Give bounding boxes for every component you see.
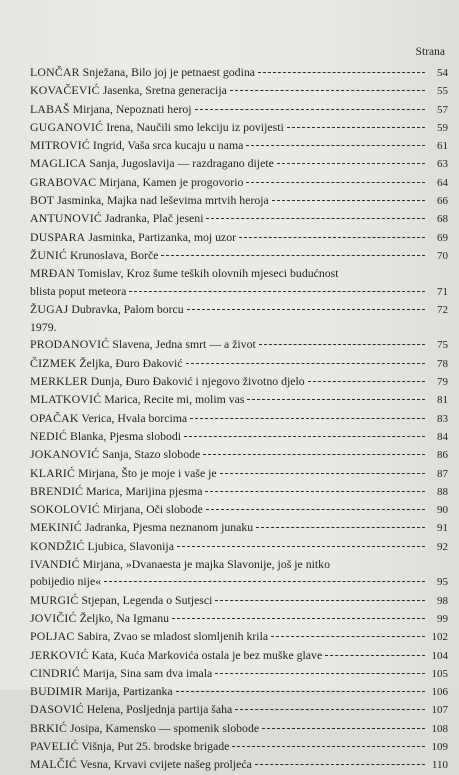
entry-title: Krunoslava, Borče xyxy=(70,247,159,262)
toc-entry xyxy=(30,628,448,646)
entry-title: Tomislav, Kroz šume teških olovnih mjeseci budućnost xyxy=(77,266,339,281)
page-number: 108 xyxy=(431,722,448,735)
toc-entry xyxy=(30,336,448,354)
author-surname: MRĐAN xyxy=(30,266,75,281)
page-number: 81 xyxy=(437,394,448,407)
dash-leader xyxy=(246,182,425,183)
dash-leader xyxy=(271,636,425,637)
page-number: 84 xyxy=(437,430,448,443)
author-surname: NEDIĆ xyxy=(30,428,68,443)
dash-leader xyxy=(232,746,425,747)
toc-entry xyxy=(30,592,448,610)
author-surname: MLATKOVIĆ xyxy=(30,392,102,407)
entry-title: Irena, Naučili smo lekciju iz povijesti xyxy=(106,119,284,134)
toc-entry xyxy=(30,683,448,701)
author-surname: DUSPARA xyxy=(30,229,86,244)
toc-entry xyxy=(30,119,448,137)
entry-title: Mirjana, Što je moje i vaše je xyxy=(78,465,217,480)
toc-entry xyxy=(30,701,448,719)
entry-title: Helena, Posljednja partija šaha xyxy=(86,702,233,717)
author-surname: JERKOVIĆ xyxy=(30,647,89,662)
entry-title: Dubravka, Palom borcu xyxy=(71,301,184,316)
author-surname: MURGIĆ xyxy=(30,592,79,607)
author-surname: LONČAR xyxy=(30,65,80,79)
page-number: 106 xyxy=(431,686,448,699)
page-number: 83 xyxy=(437,412,448,425)
entry-title: Mirjana, Nepoznati heroj xyxy=(72,101,192,116)
page-number: 92 xyxy=(437,540,448,553)
entry-title: Slavena, Jedna smrt — a život xyxy=(112,337,256,352)
entry-title: Josipa, Kamensko — spomenik slobode xyxy=(70,720,260,735)
toc-entry xyxy=(30,501,448,519)
page-number: 95 xyxy=(437,576,448,589)
author-surname: POLJAC xyxy=(30,629,75,644)
entry-title: Marica, Recite mi, molim vas xyxy=(104,392,245,407)
toc-entry xyxy=(30,610,448,628)
dash-leader xyxy=(262,728,425,729)
entry-title: Jasminka, Majka nad leševima mrtvih heroja xyxy=(57,193,269,208)
toc-entry xyxy=(30,174,448,192)
entry-title: Jasminka, Partizanka, moj uzor xyxy=(88,229,237,244)
entry-title: Jasenka, Sretna generacija xyxy=(102,83,227,98)
page-number: 71 xyxy=(437,285,448,298)
entry-title: Željko, Na Igmanu xyxy=(79,610,170,625)
page-number: 61 xyxy=(437,140,448,153)
entry-title: Blanka, Pjesma slobodi xyxy=(70,428,182,443)
toc-entry xyxy=(30,738,448,756)
author-surname: MAGLICA xyxy=(30,156,87,171)
page-number: 88 xyxy=(437,485,448,498)
toc-entry xyxy=(30,210,448,228)
toc-entry xyxy=(30,373,448,391)
page-number: 79 xyxy=(437,376,448,389)
entry-title: Snježana, Bilo joj je petnaest godina xyxy=(82,65,255,79)
entry-title: Marija, Sina sam dva imala xyxy=(82,665,213,680)
author-surname: JOVIČIĆ xyxy=(30,610,77,625)
toc-entry xyxy=(30,465,448,483)
page-number: 69 xyxy=(437,231,448,244)
dash-leader xyxy=(177,546,425,547)
dash-leader xyxy=(277,163,425,164)
dash-leader xyxy=(255,764,425,765)
entry-title: Marica, Marijina pjesma xyxy=(86,483,203,498)
toc-entry xyxy=(30,538,448,556)
entry-title: Ingrid, Vaša srca kucaju u nama xyxy=(92,138,244,153)
author-surname: ŽUNIĆ xyxy=(30,247,68,262)
toc-entry xyxy=(30,720,448,738)
page-number: 110 xyxy=(431,759,448,772)
dash-leader xyxy=(272,200,425,201)
author-surname: GRABOVAC xyxy=(30,174,97,189)
page-number: 104 xyxy=(431,649,448,662)
dash-leader xyxy=(259,344,425,345)
page-number: 66 xyxy=(437,195,448,208)
page-number: 72 xyxy=(437,303,448,316)
page-number: 57 xyxy=(437,103,448,116)
entry-title-continued: pobijedio nije« xyxy=(30,574,102,589)
toc-entry xyxy=(30,446,448,464)
author-surname: ANTUNOVIĆ xyxy=(30,211,102,226)
entry-title: Vesna, Krvavi cvijete našeg proljeća xyxy=(79,757,252,772)
author-surname: KOVAČEVIĆ xyxy=(30,83,100,98)
dash-leader xyxy=(215,600,425,601)
toc-entry xyxy=(30,247,448,265)
dash-leader xyxy=(104,581,425,582)
page-number: 78 xyxy=(437,357,448,370)
entry-title: Mirjana, »Dvanaesta je majka Slavonije, još je nitko xyxy=(82,557,330,572)
table-of-contents xyxy=(30,64,448,775)
dash-leader xyxy=(205,491,425,492)
dash-leader xyxy=(256,527,425,528)
dash-leader xyxy=(206,509,425,510)
dash-leader xyxy=(247,399,425,400)
author-surname: PRODANOVIĆ xyxy=(30,337,110,352)
author-surname: OPAČAK xyxy=(30,410,79,425)
toc-entry xyxy=(30,82,448,100)
dash-leader xyxy=(129,291,425,292)
entry-title: Verica, Hvala borcima xyxy=(81,410,188,425)
page-number: 91 xyxy=(437,522,448,535)
page-number: 68 xyxy=(437,213,448,226)
entry-title: Stjepan, Legenda o Sutjesci xyxy=(81,592,213,607)
toc-entry xyxy=(30,64,448,82)
page-column-header: Strana xyxy=(415,46,445,58)
page-number: 105 xyxy=(431,667,448,680)
author-surname: GUGANOVIĆ xyxy=(30,119,104,134)
entry-title: Kata, Kuća Markovića ostala je bez muške glave xyxy=(91,647,323,662)
page-number: 63 xyxy=(437,158,448,171)
toc-entry xyxy=(30,283,448,301)
dash-leader xyxy=(235,709,425,710)
page-number: 107 xyxy=(431,704,448,717)
page-number: 55 xyxy=(437,85,448,98)
dash-leader xyxy=(186,363,425,364)
entry-title: Višnja, Put 25. brodske brigade xyxy=(81,738,230,753)
toc-entry xyxy=(30,483,448,501)
entry-title: Marija, Partizanka xyxy=(85,684,173,699)
toc-entry xyxy=(30,137,448,155)
dash-leader xyxy=(206,218,425,219)
author-surname: KONDŽIĆ xyxy=(30,538,85,553)
author-surname: MALČIĆ xyxy=(30,757,78,772)
dash-leader xyxy=(308,381,425,382)
author-surname: ČIZMEK xyxy=(30,355,77,370)
dash-leader xyxy=(203,454,425,455)
author-surname: KLARIĆ xyxy=(30,465,76,480)
author-surname: PAVELIĆ xyxy=(30,738,79,753)
author-surname: ŽUGAJ xyxy=(30,301,69,316)
entry-title: Željka, Đuro Đaković xyxy=(79,355,183,370)
page-number: 87 xyxy=(437,467,448,480)
entry-title: Sanja, Stazo slobode xyxy=(102,447,201,462)
author-surname: MITROVIĆ xyxy=(30,138,90,153)
entry-title: Mirjana, Oči slobode xyxy=(102,502,203,517)
entry-title: Sabira, Zvao se mladost slomljenih krila xyxy=(77,629,269,644)
author-surname: BOT xyxy=(30,193,55,208)
page-number: 59 xyxy=(437,121,448,134)
page-number: 99 xyxy=(437,612,448,625)
dash-leader xyxy=(325,655,425,656)
dash-leader xyxy=(220,473,425,474)
dash-leader xyxy=(287,127,425,128)
toc-entry xyxy=(30,665,448,683)
dash-leader xyxy=(195,109,425,110)
dash-leader xyxy=(187,309,425,310)
author-surname: LABAŠ xyxy=(30,101,70,116)
toc-entry xyxy=(30,155,448,173)
dash-leader xyxy=(184,436,425,437)
entry-title: Jadranka, Pjesma neznanom junaku xyxy=(84,520,254,535)
section-year: 1979. xyxy=(30,320,57,335)
dash-leader xyxy=(246,145,425,146)
author-surname: IVANDIĆ xyxy=(30,557,80,572)
author-surname: MEKINIĆ xyxy=(30,520,82,535)
entry-title: Ljubica, Slavonija xyxy=(87,538,174,553)
page-number: 109 xyxy=(431,740,448,753)
author-surname: DASOVIĆ xyxy=(30,702,84,717)
dash-leader xyxy=(190,418,425,419)
toc-entry-line xyxy=(30,265,448,282)
toc-entry xyxy=(30,301,448,319)
toc-entry xyxy=(30,519,448,537)
toc-entry xyxy=(30,428,448,446)
toc-entry-line xyxy=(30,556,448,573)
entry-title: Sanja, Jugoslavija — razdragano dijete xyxy=(89,156,274,171)
toc-entry xyxy=(30,101,448,119)
page-number: 75 xyxy=(437,339,448,352)
author-surname: MERKLER xyxy=(30,374,88,389)
author-surname: SOKOLOVIĆ xyxy=(30,502,100,517)
toc-entry xyxy=(30,573,448,591)
page-number: 102 xyxy=(431,631,448,644)
toc-entry xyxy=(30,647,448,665)
page-number: 70 xyxy=(437,249,448,262)
dash-leader xyxy=(176,691,425,692)
dash-leader xyxy=(239,237,425,238)
entry-title: Mirjana, Kamen je progovorio xyxy=(99,174,244,189)
toc-entry xyxy=(30,391,448,409)
dash-leader xyxy=(172,618,425,619)
author-surname: JOKANOVIĆ xyxy=(30,447,100,462)
page-number: 64 xyxy=(437,176,448,189)
toc-entry xyxy=(30,229,448,247)
page-number: 86 xyxy=(437,449,448,462)
dash-leader xyxy=(161,255,425,256)
entry-title: Jadranka, Plač jeseni xyxy=(104,211,204,226)
toc-entry xyxy=(30,756,448,774)
toc-entry xyxy=(30,355,448,373)
author-surname: BRENDIĆ xyxy=(30,483,84,498)
page-number: 90 xyxy=(437,504,448,517)
entry-title: Dunja, Đuro Đaković i njegovo životno djelo xyxy=(90,374,305,389)
page-number: 98 xyxy=(437,594,448,607)
author-surname: CINDRIĆ xyxy=(30,665,80,680)
toc-entry xyxy=(30,192,448,210)
page-number: 54 xyxy=(437,67,448,79)
dash-leader xyxy=(258,72,425,73)
author-surname: BRKIĆ xyxy=(30,720,68,735)
entry-title-continued: blista poput meteora xyxy=(30,283,127,298)
toc-entry xyxy=(30,410,448,428)
dash-leader xyxy=(215,673,425,674)
author-surname: BUDIMIR xyxy=(30,684,83,699)
dash-leader xyxy=(230,90,425,91)
